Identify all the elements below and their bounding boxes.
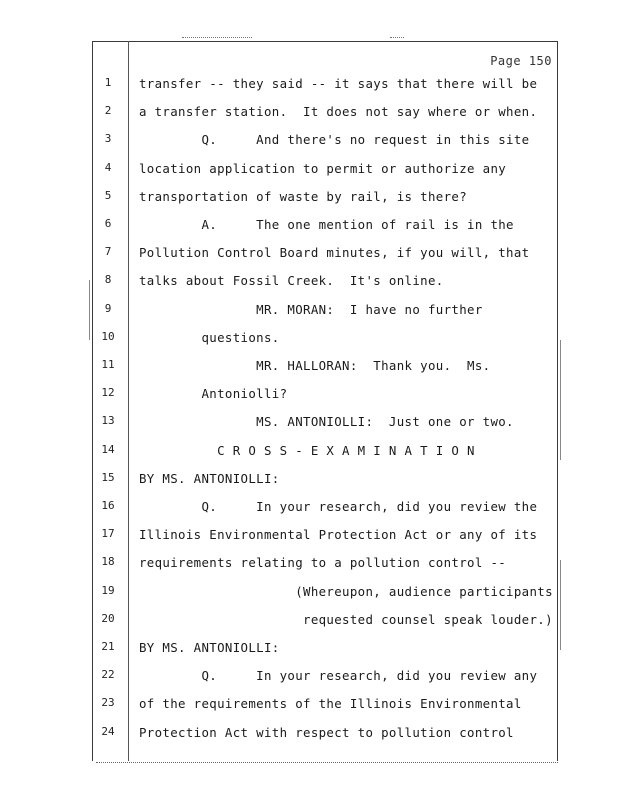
transcript-line <box>0 302 618 322</box>
transcript-line <box>0 696 618 716</box>
scan-artifact-top <box>182 37 252 40</box>
line-number: 6 <box>104 217 112 230</box>
line-text: requested counsel speak louder.) <box>139 611 553 627</box>
line-number: 15 <box>101 470 115 484</box>
transcript-line <box>0 189 618 209</box>
line-text: questions. <box>139 329 280 345</box>
line-number: 16 <box>101 499 115 512</box>
transcript-line <box>0 640 618 660</box>
line-text: BY MS. ANTONIOLLI: <box>139 640 280 655</box>
line-number: 18 <box>101 555 115 569</box>
transcript-line <box>0 273 618 293</box>
transcript-line <box>0 358 618 378</box>
scan-artifact-bottom <box>96 762 558 766</box>
line-text: MS. ANTONIOLLI: Just one or two. <box>139 414 514 430</box>
line-text: Q. In your research, did you review the <box>139 499 538 514</box>
line-text: Antoniolli? <box>139 386 288 402</box>
scan-artifact-top-small <box>390 37 404 40</box>
line-number: 20 <box>101 611 115 625</box>
transcript-line <box>0 245 618 265</box>
transcript-line <box>0 104 618 124</box>
line-number: 9 <box>104 301 112 315</box>
line-number: 7 <box>104 245 112 259</box>
transcript-line <box>0 330 618 350</box>
line-number: 1 <box>104 76 112 89</box>
line-number: 24 <box>101 724 115 738</box>
line-text: of the requirements of the Illinois Environmental <box>139 696 522 712</box>
line-text: a transfer station. It does not say where or when. <box>139 104 538 120</box>
line-number: 5 <box>104 188 112 202</box>
transcript-line <box>0 668 618 688</box>
line-text: Protection Act with respect to pollution control <box>139 724 514 740</box>
line-number: 12 <box>101 386 115 400</box>
line-text: MR. MORAN: I have no further <box>139 301 483 317</box>
line-text: Q. In your research, did you review any <box>139 668 538 684</box>
line-number: 22 <box>101 668 115 682</box>
transcript-line <box>0 132 618 152</box>
transcript-line <box>0 386 618 406</box>
transcript-line <box>0 217 618 237</box>
line-text: (Whereupon, audience participants <box>139 583 553 599</box>
line-text: transportation of waste by rail, is there? <box>139 188 468 204</box>
line-text: transfer -- they said -- it says that there will be <box>139 76 538 91</box>
line-number: 19 <box>101 583 115 597</box>
line-text: C R O S S - E X A M I N A T I O N <box>139 442 475 458</box>
page-number: Page 150 <box>490 54 552 68</box>
line-number: 3 <box>104 132 112 146</box>
line-number: 14 <box>101 442 115 456</box>
line-text: Illinois Environmental Protection Act or any of its <box>139 527 538 543</box>
transcript-line <box>0 725 618 745</box>
line-number: 21 <box>101 640 115 653</box>
line-number: 23 <box>101 696 115 710</box>
line-number: 2 <box>104 104 112 118</box>
transcript-line <box>0 76 618 96</box>
transcript-line <box>0 471 618 491</box>
line-text: requirements relating to a pollution control -- <box>139 555 507 571</box>
line-text: Q. And there's no request in this site <box>139 132 530 148</box>
line-number: 8 <box>104 273 112 287</box>
line-text: MR. HALLORAN: Thank you. Ms. <box>139 358 491 373</box>
line-text: location application to permit or authorize any <box>139 160 507 176</box>
line-text: A. The one mention of rail is in the <box>139 217 514 232</box>
line-number: 17 <box>101 527 115 541</box>
transcript-line <box>0 443 618 463</box>
line-text: talks about Fossil Creek. It's online. <box>139 273 444 289</box>
line-text: Pollution Control Board minutes, if you will, that <box>139 245 530 261</box>
line-text: BY MS. ANTONIOLLI: <box>139 470 280 486</box>
transcript-line <box>0 527 618 547</box>
line-number: 13 <box>101 414 115 428</box>
line-number: 4 <box>104 160 112 174</box>
transcript-line <box>0 612 618 632</box>
line-number: 11 <box>101 358 115 371</box>
transcript-line <box>0 499 618 519</box>
line-number: 10 <box>101 329 115 343</box>
transcript-line <box>0 414 618 434</box>
transcript-line <box>0 584 618 604</box>
transcript-line <box>0 555 618 575</box>
transcript-line <box>0 161 618 181</box>
